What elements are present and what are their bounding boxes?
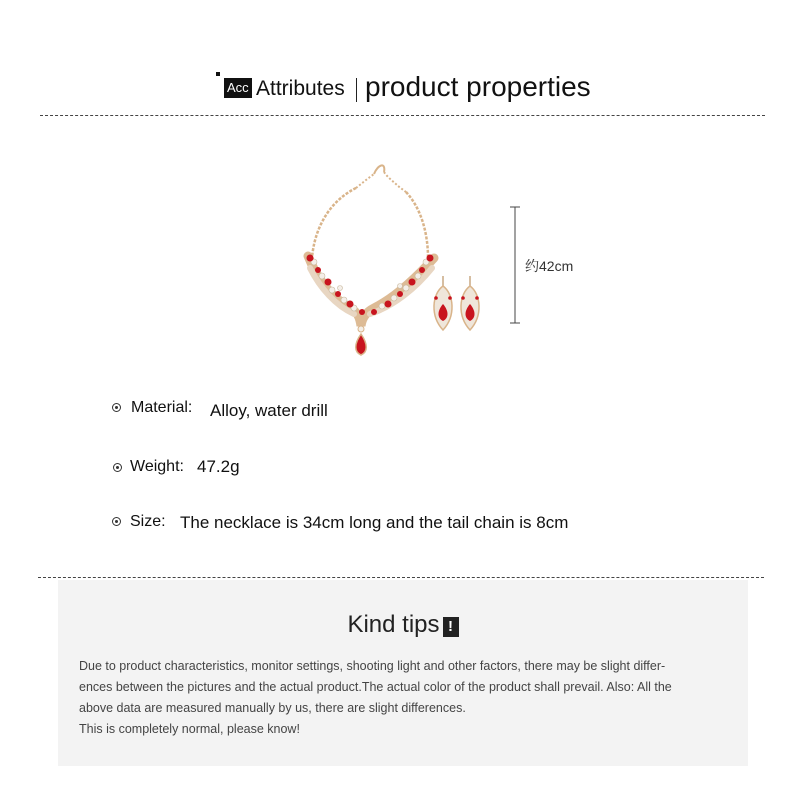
page-title: product properties (365, 71, 591, 102)
tips-line: ences between the pictures and the actual product.The actual color of the product shall prevail. Also: All the (79, 680, 672, 694)
bullet-icon (112, 517, 121, 526)
size-measure-label: 约42cm (525, 258, 574, 274)
tips-line: Due to product characteristics, monitor settings, shooting light and other factors, there may be slight differ- (79, 659, 666, 673)
material-value: Alloy, water drill (210, 401, 328, 420)
tips-title (58, 610, 748, 640)
size-value: The necklace is 34cm long and the tail chain is 8cm (180, 513, 569, 532)
bullet-icon (112, 403, 121, 412)
product-image (296, 158, 496, 368)
tips-line: above data are measured manually by us, there are slight differences. (79, 701, 466, 715)
weight-value: 47.2g (197, 457, 240, 476)
tips-title-text: Kind tips (347, 611, 440, 638)
header-label: Attributes (256, 77, 345, 100)
exclamation-icon: ! (443, 617, 459, 637)
material-label: Material: (131, 399, 193, 416)
bullet-icon (113, 463, 122, 472)
header-divider (356, 78, 357, 102)
size-measure-bracket (508, 206, 522, 324)
header-badge: Acc (224, 78, 252, 98)
tips-box (58, 580, 748, 766)
weight-label: Weight: (130, 458, 184, 475)
top-divider (40, 115, 765, 116)
middle-divider (38, 577, 764, 578)
tips-line: This is completely normal, please know! (79, 722, 300, 736)
tips-text (79, 656, 731, 740)
header-square-mark (216, 72, 220, 76)
size-label: Size: (130, 513, 166, 530)
